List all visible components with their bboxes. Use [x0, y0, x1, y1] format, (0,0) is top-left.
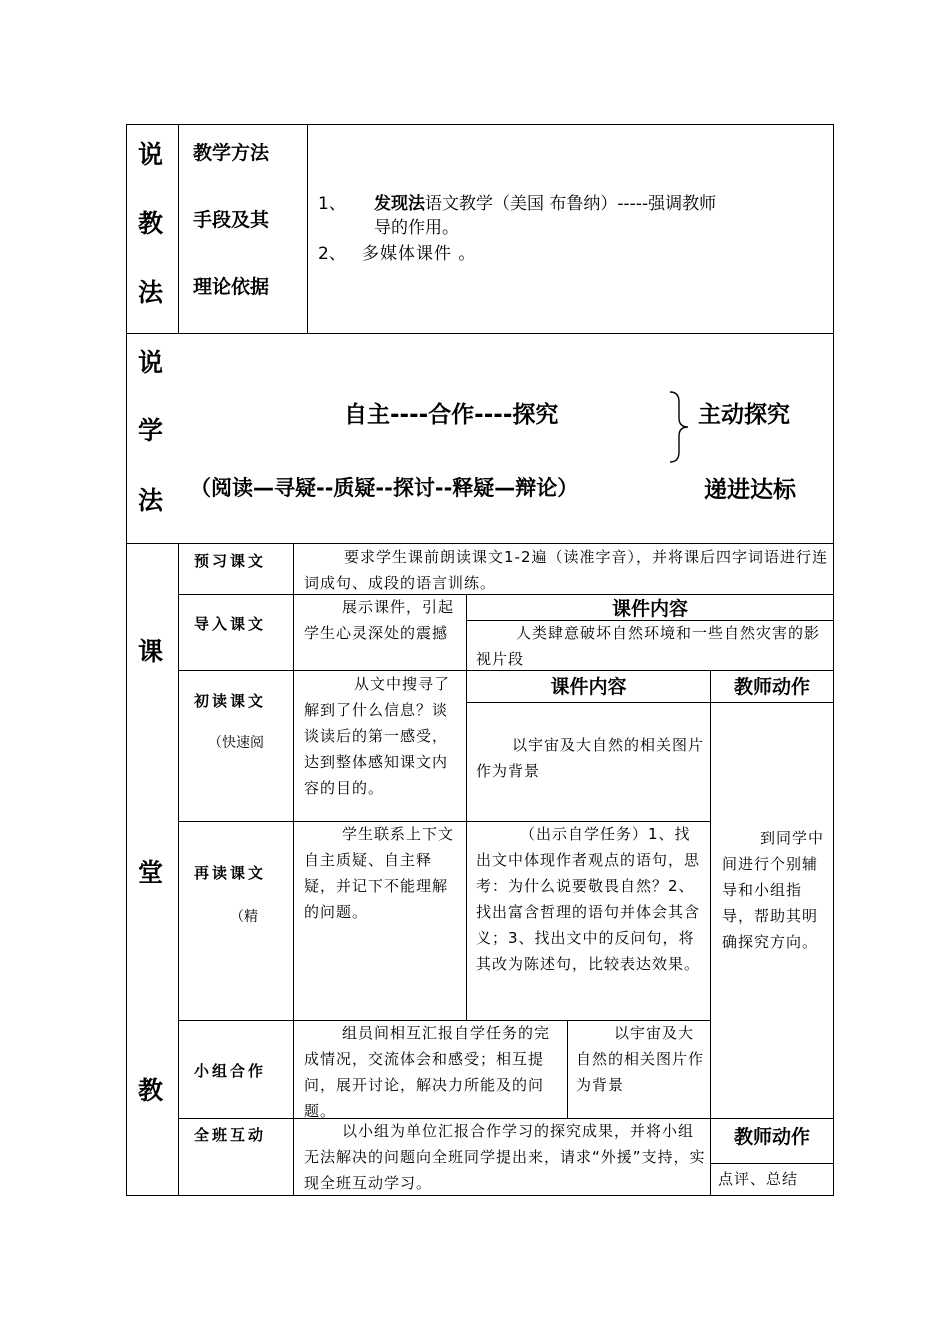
read2-sublabel: （精: [230, 909, 258, 925]
section1-label-line: 教学方法: [193, 142, 270, 164]
method-item-1: [318, 192, 833, 216]
intro-text: 展示课件，引起学生心灵深处的震撼: [304, 598, 455, 642]
item-number: 2、: [318, 244, 346, 264]
class-label: 全班互动: [194, 1126, 267, 1144]
col-divider: [293, 543, 294, 1196]
border-top: [126, 124, 834, 125]
row-divider: [710, 1163, 834, 1164]
group-text: 组员间相互汇报自学任务的完成情况，交流体会和感受；相互提问，展开讨论，解决力所能及的问题。: [304, 1024, 551, 1120]
group-courseware-content: 以宇宙及大自然的相关图片作为背景: [576, 1024, 705, 1094]
preview-text: 要求学生课前朗读课文1-2遍（读准字音），并将课后四字词语进行连词成句、成段的语言训练。: [304, 548, 829, 592]
curly-brace-icon: [668, 390, 690, 464]
class-teacher-action: 点评、总结: [718, 1170, 799, 1188]
read1-text: 从文中搜寻了解到了什么信息？谈谈读后的第一感受，达到整体感知课文内容的目的。: [304, 675, 451, 797]
intro-courseware-content: 人类肆意破坏自然环境和一些自然灾害的影视片段: [476, 624, 821, 668]
section3-side-char: 教: [138, 1076, 164, 1105]
teacher-action-content: 到同学中间进行个别辅导和小组指导，帮助其明确探究方向。: [722, 829, 825, 951]
intro-courseware-header: 课件内容: [611, 598, 688, 620]
section3-side-char: 课: [138, 637, 164, 666]
learning-goal-1: 主动探究: [698, 402, 790, 428]
col-divider: [567, 1020, 568, 1119]
read2-label: 再读课文: [194, 864, 267, 882]
intro-label: 导入课文: [194, 615, 267, 633]
section2-side-char: 说: [138, 348, 164, 377]
method-name: 发现法: [374, 194, 425, 214]
method-description: 语文教学（美国 布鲁纳）-----强调教师: [425, 194, 717, 214]
teacher-action-header: 教师动作: [733, 676, 810, 698]
read2-text: 学生联系上下文自主质疑、自主释疑，并记下不能理解的问题。: [304, 825, 455, 921]
read1-label: 初读课文: [194, 692, 267, 710]
border-left: [126, 124, 127, 1196]
class-text: 以小组为单位汇报合作学习的探究成果，并将小组无法解决的问题向全班同学提出来，请求“外援”支持，实现全班互动学习。: [304, 1122, 706, 1192]
col-divider: [307, 124, 308, 334]
learning-steps: （阅读—寻疑--质疑--探讨--释疑—辩论）: [190, 476, 579, 500]
border-right: [833, 124, 834, 1196]
method-item-1-continued: 导的作用。: [374, 218, 459, 238]
col-divider: [710, 670, 711, 1196]
read2-courseware-content: （出示自学任务）1、找出文中体现作者观点的语句，思考：为什么说要敬畏自然？2、找出富含哲理的语句并体会其含义；3、找出文中的反问句，将其改为陈述句，比较表达效果。: [476, 825, 701, 973]
section3-side-char: 堂: [138, 858, 164, 887]
group-label: 小组合作: [194, 1062, 267, 1080]
section2-side-char: 学: [138, 416, 164, 445]
read1-courseware-header: 课件内容: [550, 676, 627, 698]
col-divider: [178, 543, 179, 1196]
col-divider: [466, 594, 467, 1021]
section1-label-line: 手段及其: [193, 209, 270, 231]
preview-label: 预习课文: [194, 552, 267, 570]
read1-sublabel: （快速阅: [208, 735, 264, 751]
section2-side-char: 法: [138, 486, 164, 515]
col-divider: [178, 124, 179, 334]
section1-side-char: 教: [138, 209, 164, 238]
border-section-divider: [126, 333, 834, 334]
item-number: 1、: [318, 194, 346, 214]
method-item-2: [318, 242, 476, 266]
read1-courseware-content: 以宇宙及大自然的相关图片作为背景: [476, 736, 705, 780]
row-divider: [466, 702, 834, 703]
method-description: 多媒体课件 。: [362, 244, 477, 264]
learning-goal-2: 递进达标: [704, 477, 796, 503]
section1-side-char: 法: [138, 278, 164, 307]
learning-chain: 自主----合作----探究: [344, 402, 559, 428]
section1-label-line: 理论依据: [193, 276, 270, 298]
section1-side-char: 说: [138, 140, 164, 169]
class-teacher-header: 教师动作: [733, 1126, 810, 1148]
